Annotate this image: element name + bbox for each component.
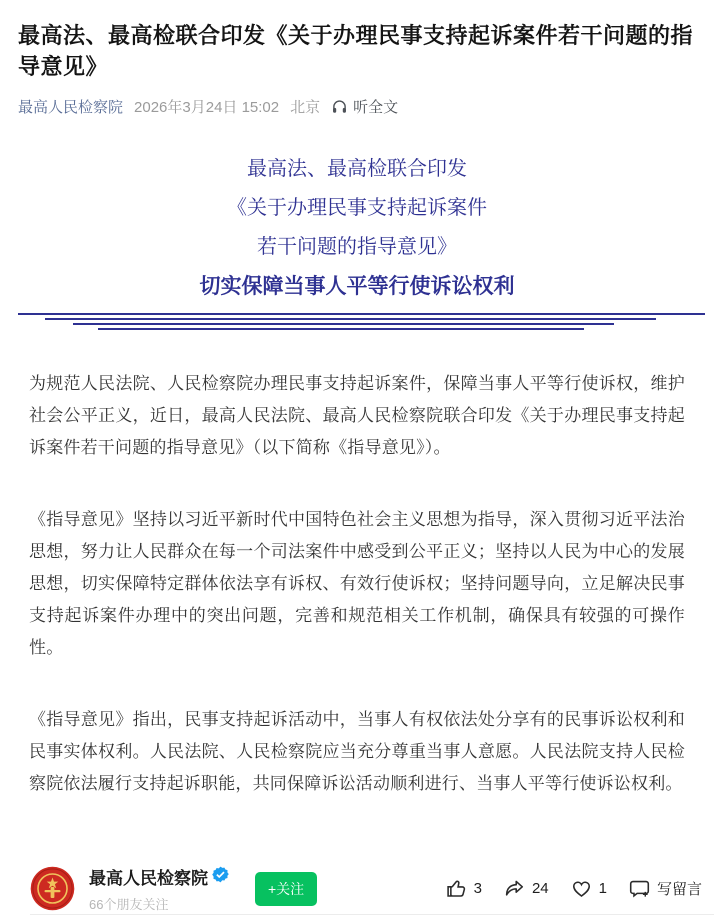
- account-footer-bar: [30, 864, 702, 913]
- heart-button[interactable]: [571, 878, 607, 899]
- headline-line-2: 《关于办理民事支持起诉案件: [227, 197, 487, 219]
- heart-icon: [571, 878, 592, 899]
- paragraph-2: 《指导意见》坚持以习近平新时代中国特色社会主义思想为指导，深入贯彻习近平法治思想，努力让人民群众在每一个司法案件中感受到公平正义；坚持以人民为中心的发展思想，切实保障特定群体依法享有诉权、有效行使诉权；坚持问题导向，立足解决民事支持起诉案件办理中的突出问题，完善和规范相关工作机制，确保具有较强的可操作性。: [29, 510, 685, 657]
- divider-line: [73, 323, 614, 325]
- thumb-up-icon: [446, 878, 467, 899]
- comment-label: 写留言: [656, 881, 702, 898]
- decorative-divider: [0, 313, 714, 330]
- comment-plus-icon: [629, 878, 650, 899]
- listen-button[interactable]: [331, 96, 398, 117]
- listen-label: 听全文: [353, 99, 399, 116]
- follow-button[interactable]: +关注: [255, 872, 317, 906]
- share-count: 24: [531, 880, 549, 897]
- publish-datetime: 2026年3月24日 15:02: [134, 99, 280, 116]
- heart-count: 1: [598, 880, 607, 897]
- bottom-divider: [30, 914, 714, 915]
- share-arrow-icon: [504, 878, 525, 899]
- divider-line: [18, 313, 705, 315]
- byline: [0, 82, 714, 117]
- account-avatar[interactable]: [30, 866, 75, 911]
- headline-subtitle: 切实保障当事人平等行使诉讼权利: [199, 275, 515, 298]
- headline-line-1: 最高法、最高检联合印发: [247, 158, 467, 180]
- account-name: 最高人民检察院: [89, 869, 208, 888]
- article-body: [0, 368, 714, 800]
- verified-badge-icon: [212, 866, 229, 888]
- share-button[interactable]: [504, 878, 549, 899]
- paragraph-3: 《指导意见》指出，民事支持起诉活动中，当事人有权依法处分享有的民事诉讼权利和民事实体权利。人民法院、人民检察院应当充分尊重当事人意愿。人民法院支持人民检察院依法履行支持起诉职能，共同保障诉讼活动顺利进行、当事人平等行使诉讼权利。: [29, 710, 685, 793]
- paragraph-1: 为规范人民法院、人民检察院办理民事支持起诉案件，保障当事人平等行使诉权，维护社会公平正义，近日，最高人民法院、最高人民检察院联合印发《关于办理民事支持起诉案件若干问题的指导意见》（以下简称《指导意见》）。: [29, 374, 685, 457]
- followers-note: 66个朋友关注: [89, 897, 169, 912]
- account-info: [89, 864, 229, 913]
- article-lead-headline: [0, 150, 714, 306]
- action-bar: [446, 878, 702, 899]
- divider-line: [98, 328, 584, 330]
- headline-line-3: 若干问题的指导意见》: [257, 236, 457, 258]
- like-button[interactable]: [446, 878, 482, 899]
- like-count: 3: [473, 880, 482, 897]
- comment-button[interactable]: [629, 878, 702, 899]
- article-title: 最高法、最高检联合印发《关于办理民事支持起诉案件若干问题的指导意见》: [18, 23, 694, 79]
- account-link[interactable]: 最高人民检察院: [18, 99, 124, 116]
- divider-line: [45, 318, 656, 320]
- headphones-icon: [331, 98, 348, 115]
- publish-location: 北京: [290, 99, 321, 116]
- account-name-row[interactable]: [89, 864, 229, 889]
